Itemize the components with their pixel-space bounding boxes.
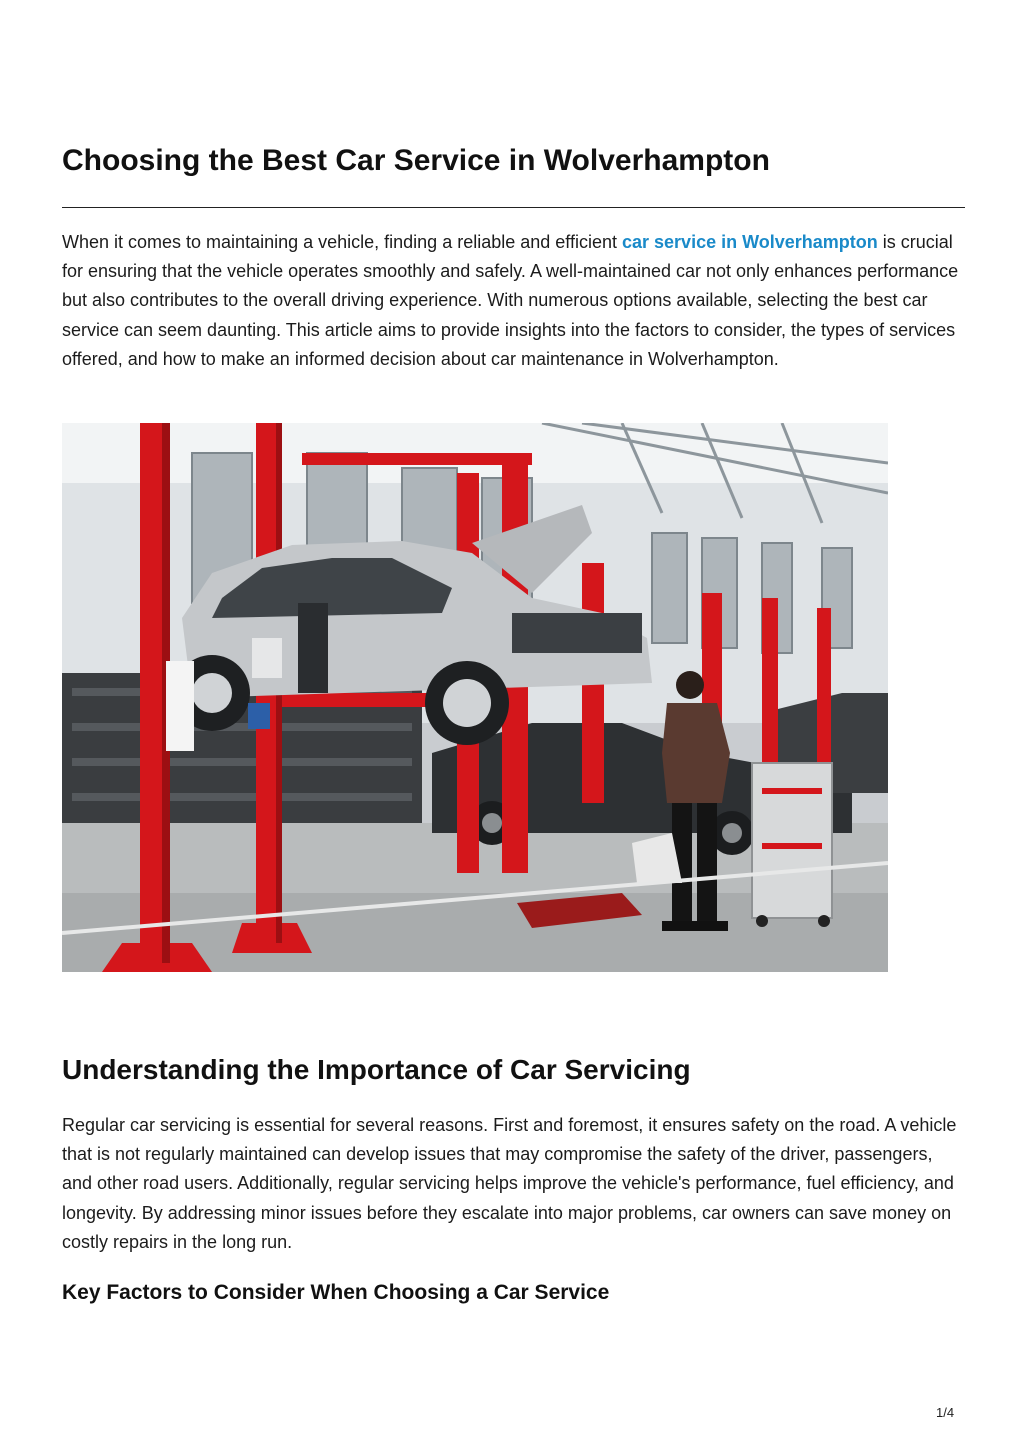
article-title: Choosing the Best Car Service in Wolverhampton	[62, 144, 770, 177]
intro-text-before-link: When it comes to maintaining a vehicle, finding a reliable and efficient	[62, 232, 622, 252]
intro-paragraph	[62, 228, 965, 374]
garage-photo	[62, 423, 888, 972]
title-divider	[62, 207, 965, 208]
importance-paragraph: Regular car servicing is essential for several reasons. First and foremost, it ensures safety on the road. A vehicle that is not regularly maintained can develop issues that may compromise the safety of the driver, passengers, and other road users. Additionally, regular servicing helps improve the vehicle's performance, fuel efficiency, and longevity. By addressing minor issues before they escalate into major problems, car owners can save money on costly repairs in the long run.	[62, 1115, 957, 1252]
section-heading-importance: Understanding the Importance of Car Servicing	[62, 1054, 691, 1085]
car-service-link[interactable]: car service in Wolverhampton	[622, 232, 878, 252]
intro-text-after-link: is crucial for ensuring that the vehicle operates smoothly and safely. A well-maintained car not only enhances performance but also contributes to the overall driving experience. With numerous options available, selecting the best car service can seem daunting. This article aims to provide insights into the factors to consider, the types of services offered, and how to make an informed decision about car maintenance in Wolverhampton.	[62, 232, 959, 369]
section-heading-key-factors: Key Factors to Consider When Choosing a Car Service	[62, 1281, 610, 1304]
page-number: 1/4	[936, 1405, 955, 1420]
